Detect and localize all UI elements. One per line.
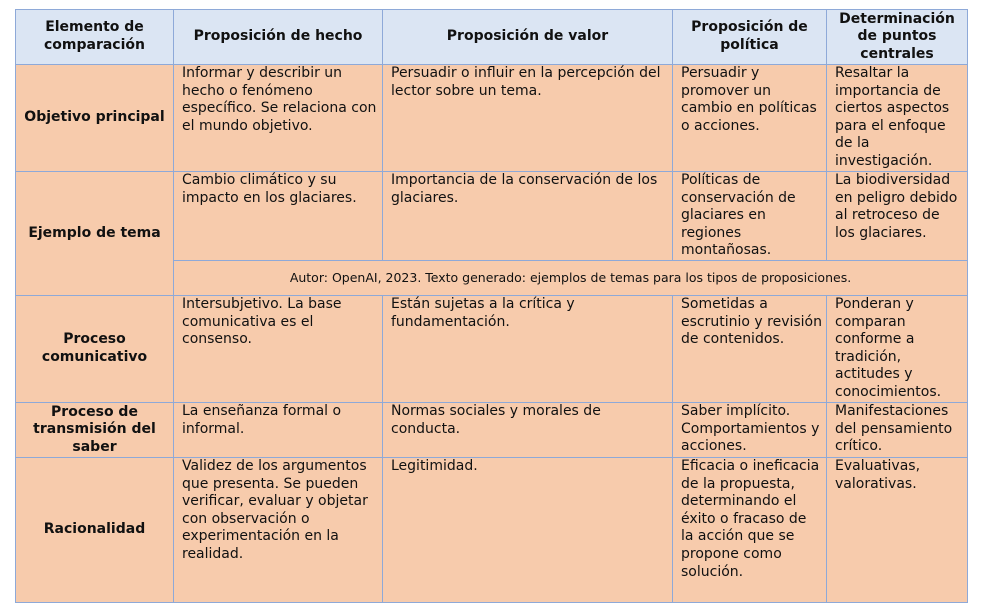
header-row: [16, 10, 968, 65]
table-cell: La biodiversidad en peligro debido al retroceso de los glaciares.: [827, 172, 968, 261]
table-cell: La enseñanza formal o informal.: [174, 402, 383, 457]
header-policy-proposition: Proposición de política: [673, 10, 827, 65]
header-fact-proposition: Proposición de hecho: [174, 10, 383, 65]
table-cell: Políticas de conservación de glaciares en regiones montañosas.: [673, 172, 827, 261]
table-cell: Legitimidad.: [383, 457, 673, 602]
table-cell: Cambio climático y su impacto en los glaciares.: [174, 172, 383, 261]
row-label: Ejemplo de tema: [16, 172, 174, 296]
table-cell: Importancia de la conservación de los glaciares.: [383, 172, 673, 261]
table-cell: Están sujetas a la crítica y fundamentación.: [383, 295, 673, 402]
table-row: [16, 65, 968, 172]
row-label: Objetivo principal: [16, 65, 174, 172]
header-comparison-element: Elemento de comparación: [16, 10, 174, 65]
header-central-points: Determinación de puntos centrales: [827, 10, 968, 65]
table-row: [16, 457, 968, 602]
table-row: [16, 402, 968, 457]
table-row: [16, 172, 968, 261]
table-cell: Persuadir y promover un cambio en políticas o acciones.: [673, 65, 827, 172]
table-cell: Resaltar la importancia de ciertos aspectos para el enfoque de la investigación.: [827, 65, 968, 172]
table-cell: Normas sociales y morales de conducta.: [383, 402, 673, 457]
table-cell: Informar y describir un hecho o fenómeno específico. Se relaciona con el mundo objetivo.: [174, 65, 383, 172]
table-cell: Intersubjetivo. La base comunicativa es el consenso.: [174, 295, 383, 402]
source-note: Autor: OpenAI, 2023. Texto generado: ejemplos de temas para los tipos de proposiciones.: [174, 260, 968, 295]
table-cell: Persuadir o influir en la percepción del lector sobre un tema.: [383, 65, 673, 172]
comparison-table-wrapper: [15, 9, 968, 603]
table-cell: Validez de los argumentos que presenta. Se pueden verificar, evaluar y objetar con observación o experimentación en la realidad.: [174, 457, 383, 602]
table-cell: Eficacia o ineficacia de la propuesta, determinando el éxito o fracaso de la acción que se propone como solución.: [673, 457, 827, 602]
table-cell: Sometidas a escrutinio y revisión de contenidos.: [673, 295, 827, 402]
table-cell: Saber implícito. Comportamientos y acciones.: [673, 402, 827, 457]
table-cell: Ponderan y comparan conforme a tradición, actitudes y conocimientos.: [827, 295, 968, 402]
table-cell: Manifestaciones del pensamiento crítico.: [827, 402, 968, 457]
row-label: Proceso de transmisión del saber: [16, 402, 174, 457]
comparison-table: [15, 9, 968, 603]
row-label: Proceso comunicativo: [16, 295, 174, 402]
table-row: [16, 295, 968, 402]
table-cell: Evaluativas, valorativas.: [827, 457, 968, 602]
row-label: Racionalidad: [16, 457, 174, 602]
header-value-proposition: Proposición de valor: [383, 10, 673, 65]
